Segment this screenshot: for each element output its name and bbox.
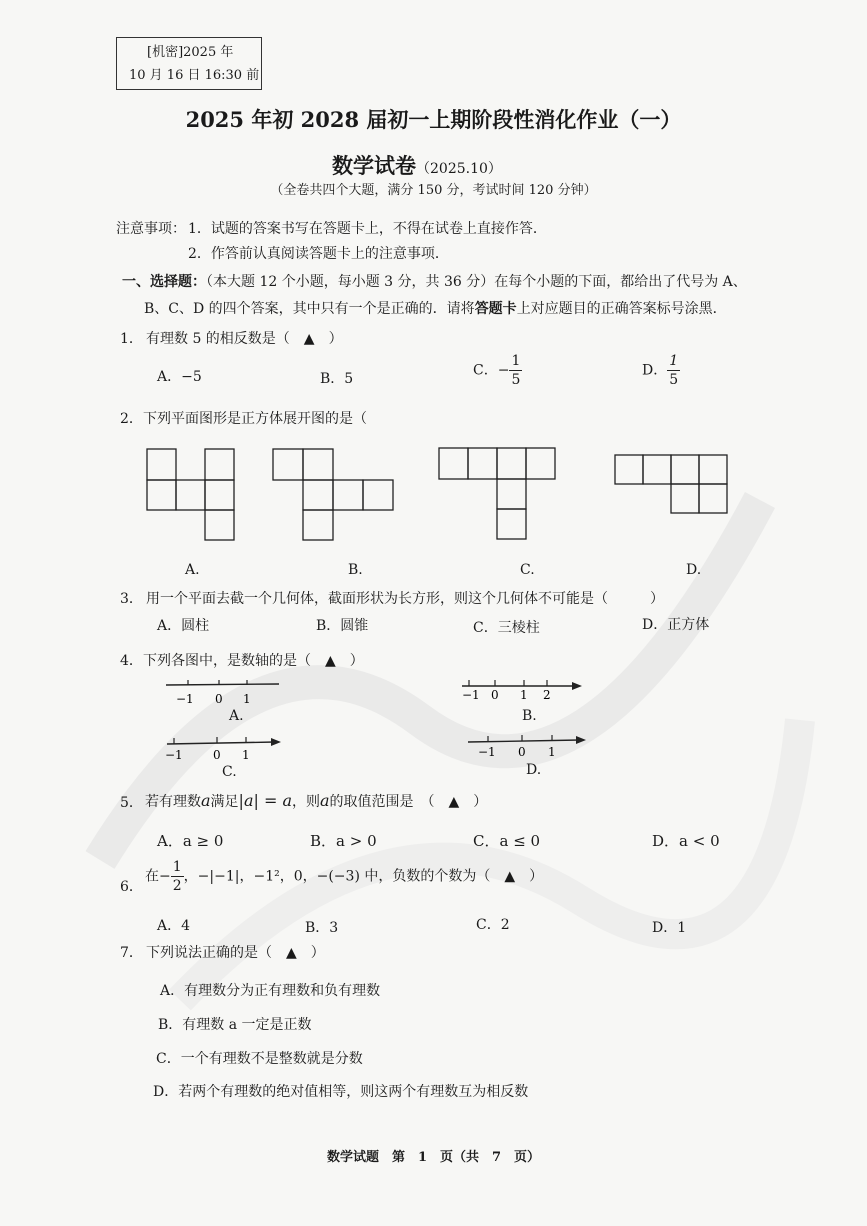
exam-instructions: （全卷共四个大题，满分 150 分，考试时间 120 分钟） (270, 183, 597, 198)
q2-option-c: C. (520, 562, 535, 578)
q2-number: 2． (120, 411, 143, 427)
section-1-desc-2c: 上对应题目的正确答案标号涂黑． (516, 301, 727, 317)
q4-numberline-d (466, 732, 588, 762)
section-1-heading: 一、选择题： (122, 274, 206, 290)
q2-net-d (614, 454, 728, 516)
q1-number: 1． (120, 331, 143, 347)
q5-option-a: A．a ≥ 0 (157, 832, 224, 850)
q4-a-tick-1: −1 (176, 692, 194, 706)
q4-option-a: A. (229, 708, 244, 724)
exam-date: （2025.10） (416, 161, 502, 177)
q5-stem (145, 791, 487, 811)
section-1-desc-1: （本大题 12 个小题，每小题 3 分，共 36 分）在每个小题的下面，都给出了代号为 A、 (206, 274, 747, 290)
section-1-desc-2a: B、C、D 的四个答案，其中只有一个是正确的．请将 (144, 301, 475, 317)
q1-c-prefix: C．− (473, 362, 510, 379)
q4-d-tick-2: 0 (518, 745, 526, 759)
q6-stem (145, 858, 543, 895)
q5-stem-mid: 满足 (210, 794, 239, 810)
q4-stem: 下列各图中，是数轴的是（ ▲ ） (143, 653, 364, 669)
q1-c-numerator: 1 (511, 353, 521, 369)
q5-stem-mid2: ，则 (291, 794, 320, 810)
q6-option-a: A．4 (157, 918, 191, 934)
q4-a-tick-2: 0 (215, 692, 223, 706)
q3-option-b: B．圆锥 (316, 618, 369, 634)
q6-option-d: D．1 (652, 920, 687, 936)
q2-net-c (438, 447, 558, 541)
q6-option-c: C．2 (476, 917, 510, 933)
q4-option-d: D. (526, 762, 542, 778)
q4-b-tick-1: −1 (462, 688, 480, 702)
q6-fraction (171, 858, 184, 895)
q6-option-b: B．3 (305, 920, 339, 936)
q1-c-denominator: 5 (511, 372, 521, 388)
q1-d-numerator: 1 (669, 353, 679, 369)
q7-option-b: B．有理数 a 一定是正数 (158, 1017, 312, 1033)
q4-numberline-b (460, 676, 584, 710)
q5-var-a-2: a (319, 791, 330, 810)
subject-title (332, 150, 502, 180)
q2-option-d: D. (686, 562, 702, 578)
q3-option-c: C．三棱柱 (473, 620, 540, 636)
notes-label: 注意事项： (116, 221, 186, 237)
q7-option-a: A．有理数分为正有理数和负有理数 (160, 983, 381, 999)
q2-option-a: A. (185, 562, 200, 578)
section-1-desc-line-1 (122, 271, 747, 291)
q1-d-prefix: D． (642, 362, 668, 379)
q3-number: 3． (120, 591, 143, 607)
q7-number: 7． (120, 945, 143, 961)
q5-option-c: C．a ≤ 0 (473, 832, 541, 850)
q1-option-d (642, 352, 680, 389)
q5-number: 5． (120, 795, 143, 811)
q7-option-d: D．若两个有理数的绝对值相等，则这两个有理数互为相反数 (153, 1084, 529, 1100)
q4-c-tick-1: −1 (165, 748, 183, 762)
q7-stem: 下列说法正确的是（ ▲ ） (146, 945, 325, 961)
q4-numberline-a (166, 676, 282, 710)
q3-option-d: D．正方体 (642, 617, 710, 633)
q7-option-c: C．一个有理数不是整数就是分数 (156, 1051, 363, 1067)
q3-stem: 用一个平面去截一个几何体，截面形状为长方形，则这个几何体不可能是（ ） (146, 591, 664, 607)
q5-abs-expression: |a| = a (238, 791, 292, 810)
q5-var-a: a (201, 791, 211, 810)
q5-option-d: D．a < 0 (652, 832, 720, 850)
q2-net-a (146, 448, 238, 542)
q5-stem-post: 的取值范围是 （ ▲ ） (329, 794, 488, 810)
q1-c-fraction (509, 352, 522, 389)
q6-minus: − (159, 868, 171, 885)
q1-option-b: B．5 (320, 371, 354, 387)
q6-denominator: 2 (172, 878, 182, 894)
q6-stem-pre: 在 (145, 868, 159, 885)
q3-option-a: A．圆柱 (157, 618, 210, 634)
q4-a-tick-3: 1 (243, 692, 251, 706)
q4-c-tick-2: 0 (213, 748, 221, 762)
q4-b-tick-3: 1 (520, 688, 528, 702)
page-footer: 数学试题 第 1 页（共 7 页） (326, 1150, 541, 1165)
q4-number: 4． (120, 653, 143, 669)
q6-number: 6． (120, 879, 143, 895)
q5-option-b: B．a > 0 (310, 832, 377, 850)
answer-card-text: 答题卡 (474, 301, 517, 317)
stamp-line-1: [机密]2025 年 (147, 45, 234, 60)
q4-d-tick-3: 1 (548, 745, 556, 759)
note-item-2: 2．作答前认真阅读答题卡上的注意事项． (188, 246, 449, 262)
q4-option-c: C. (222, 764, 237, 780)
q4-option-b: B. (522, 708, 537, 724)
q4-b-tick-2: 0 (491, 688, 499, 702)
q4-numberline-c (165, 734, 283, 764)
q1-option-a: A．−5 (157, 369, 202, 385)
q4-d-tick-1: −1 (478, 745, 496, 759)
subject-name: 数学试卷 (332, 153, 416, 178)
q2-net-b (272, 448, 394, 542)
q1-d-fraction (667, 352, 680, 389)
note-item-1: 1．试题的答案书写在答题卡上，不得在试卷上直接作答． (188, 221, 547, 237)
q6-stem-rest: ，−|−1|，−1²，0，−(−3) 中，负数的个数为（ ▲ ） (183, 868, 544, 885)
exam-title: 2025 年初 2028 届初一上期阶段性消化作业（一） (185, 107, 682, 132)
q6-numerator: 1 (172, 859, 182, 875)
stamp-line-2: 10 月 16 日 16:30 前 (129, 68, 260, 83)
confidential-stamp (116, 37, 262, 90)
section-1-desc-line-2 (144, 298, 727, 318)
q1-stem: 有理数 5 的相反数是（ ▲ ） (146, 331, 343, 347)
q4-b-tick-4: 2 (543, 688, 551, 702)
q5-stem-pre: 若有理数 (145, 794, 201, 810)
q1-d-denominator: 5 (669, 372, 679, 388)
q2-option-b: B. (348, 562, 363, 578)
q4-c-tick-3: 1 (242, 748, 250, 762)
q1-option-c (473, 352, 522, 389)
q2-stem: 下列平面图形是正方体展开图的是（ (143, 411, 367, 427)
